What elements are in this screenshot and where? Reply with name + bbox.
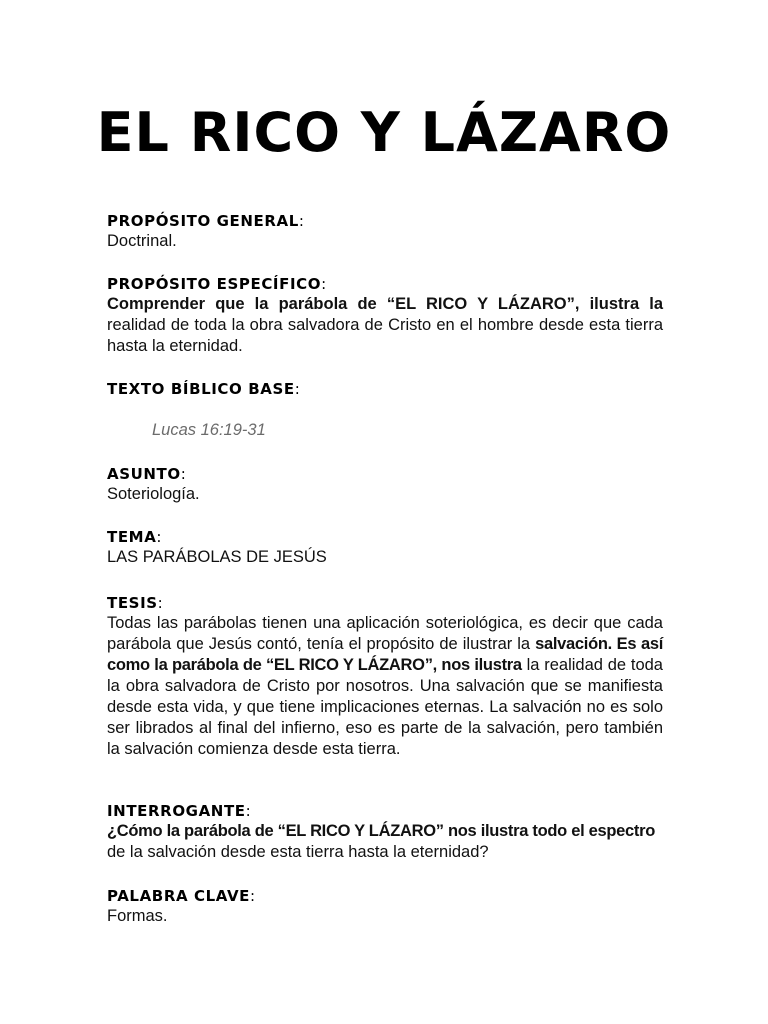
section-tema — [107, 527, 663, 568]
section-proposito-especifico — [107, 274, 663, 357]
section-tesis — [107, 593, 663, 760]
document-title: EL RICO Y LÁZARO — [96, 101, 672, 164]
section-text: Formas. — [107, 907, 168, 925]
section-text: ¿Cómo la parábola de “EL RICO Y LÁZARO” nos ilustra todo el espectro de la salvación desde esta tierra hasta la eternidad? — [107, 822, 656, 861]
section-proposito-general — [107, 211, 663, 252]
section-palabra-clave — [107, 886, 663, 927]
section-text: Todas las parábolas tienen una aplicación soteriológica, es decir que cada parábola que Jesús contó, tenía el propósito de ilustrar la salvación. Es así como la parábola de “EL RICO Y LÁZARO”, nos ilustra la realidad de toda la obra salvadora de Cristo por nosotros. Una salvación que se manifiesta desde esta vida, y que tiene implicaciones eternas. La salvación no es solo ser librados al final del infierno, eso es parte de la salvación, pero también la salvación comienza desde esta tierra. — [107, 614, 663, 758]
section-label: TEMA: — [107, 528, 163, 546]
section-text: LAS PARÁBOLAS DE JESÚS — [107, 548, 327, 566]
section-interrogante — [107, 801, 663, 863]
section-asunto — [107, 464, 663, 505]
section-label: PROPÓSITO GENERAL: — [107, 212, 305, 230]
section-text: Comprender que la parábola de “EL RICO Y LÁZARO”, ilustra la realidad de toda la obra salvadora de Cristo en el hombre desde esta tierra hasta la eternidad. — [107, 295, 663, 355]
section-text: Soteriología. — [107, 485, 200, 503]
bible-reference: Lucas 16:19-31 — [152, 421, 266, 439]
section-label: ASUNTO: — [107, 465, 187, 483]
section-texto-biblico — [107, 379, 663, 441]
section-label: PROPÓSITO ESPECÍFICO: — [107, 275, 327, 293]
section-label: TESIS: — [107, 594, 164, 612]
section-label: INTERROGANTE: — [107, 802, 252, 820]
section-text: Doctrinal. — [107, 232, 177, 250]
section-label: TEXTO BÍBLICO BASE: — [107, 380, 301, 398]
section-label: PALABRA CLAVE: — [107, 887, 256, 905]
